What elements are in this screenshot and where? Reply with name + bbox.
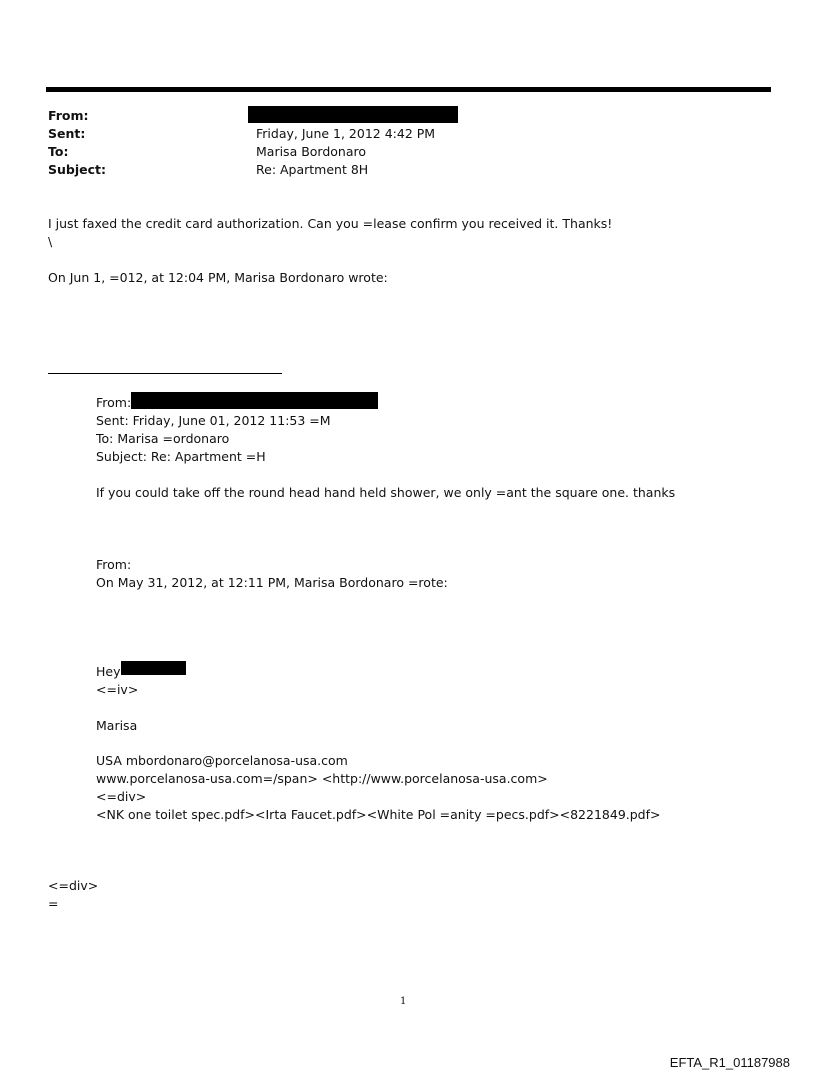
attachments-list: <NK one toilet spec.pdf><Irta Faucet.pdf><White Pol =anity =pecs.pdf><8221849.pdf> bbox=[96, 807, 661, 822]
trailing-equals: = bbox=[48, 896, 59, 911]
subject-value: Re: Apartment 8H bbox=[256, 162, 369, 177]
redacted-quoted-from bbox=[131, 392, 378, 409]
redacted-from-address bbox=[248, 106, 458, 123]
div-tag-2: <=div> bbox=[96, 789, 147, 804]
greeting: Hey bbox=[96, 664, 121, 679]
to-value: Marisa Bordonaro bbox=[256, 144, 367, 159]
quoted-from-2: From: bbox=[96, 557, 132, 572]
header-rule bbox=[46, 87, 771, 92]
quoted-message: If you could take off the round head hand held shower, we only =ant the square one. thanks bbox=[96, 485, 676, 500]
signature-name: Marisa bbox=[96, 718, 138, 733]
from-label: From: bbox=[48, 108, 89, 123]
signature-email: USA mbordonaro@porcelanosa-usa.com bbox=[96, 753, 348, 768]
redacted-name bbox=[121, 661, 186, 675]
signature-website: www.porcelanosa-usa.com=/span> <http://www.porcelanosa-usa.com> bbox=[96, 771, 548, 786]
page-number: 1 bbox=[400, 996, 407, 1007]
document-id: EFTA_R1_01187988 bbox=[669, 1055, 790, 1070]
to-row bbox=[48, 143, 748, 161]
subject-label: Subject: bbox=[48, 162, 106, 177]
quoted-to: To: Marisa =ordonaro bbox=[96, 431, 230, 446]
trailing-div-tag: <=div> bbox=[48, 878, 99, 893]
quoted-subject: Subject: Re: Apartment =H bbox=[96, 449, 266, 464]
sent-row bbox=[48, 125, 748, 143]
quote-separator bbox=[48, 373, 282, 374]
reply-attribution: On Jun 1, =012, at 12:04 PM, Marisa Bordonaro wrote: bbox=[48, 270, 388, 285]
subject-row bbox=[48, 161, 748, 179]
to-label: To: bbox=[48, 144, 69, 159]
body-line-1: I just faxed the credit card authorization. Can you =lease confirm you received it. Thanks! bbox=[48, 216, 613, 231]
sent-value: Friday, June 1, 2012 4:42 PM bbox=[256, 126, 436, 141]
div-tag: <=iv> bbox=[96, 682, 139, 697]
quoted-sent: Sent: Friday, June 01, 2012 11:53 =M bbox=[96, 413, 331, 428]
body-line-2: \ bbox=[48, 234, 53, 249]
quoted-from-label: From: bbox=[96, 395, 132, 410]
sent-label: Sent: bbox=[48, 126, 86, 141]
quoted-wrote-line: On May 31, 2012, at 12:11 PM, Marisa Bordonaro =rote: bbox=[96, 575, 448, 590]
